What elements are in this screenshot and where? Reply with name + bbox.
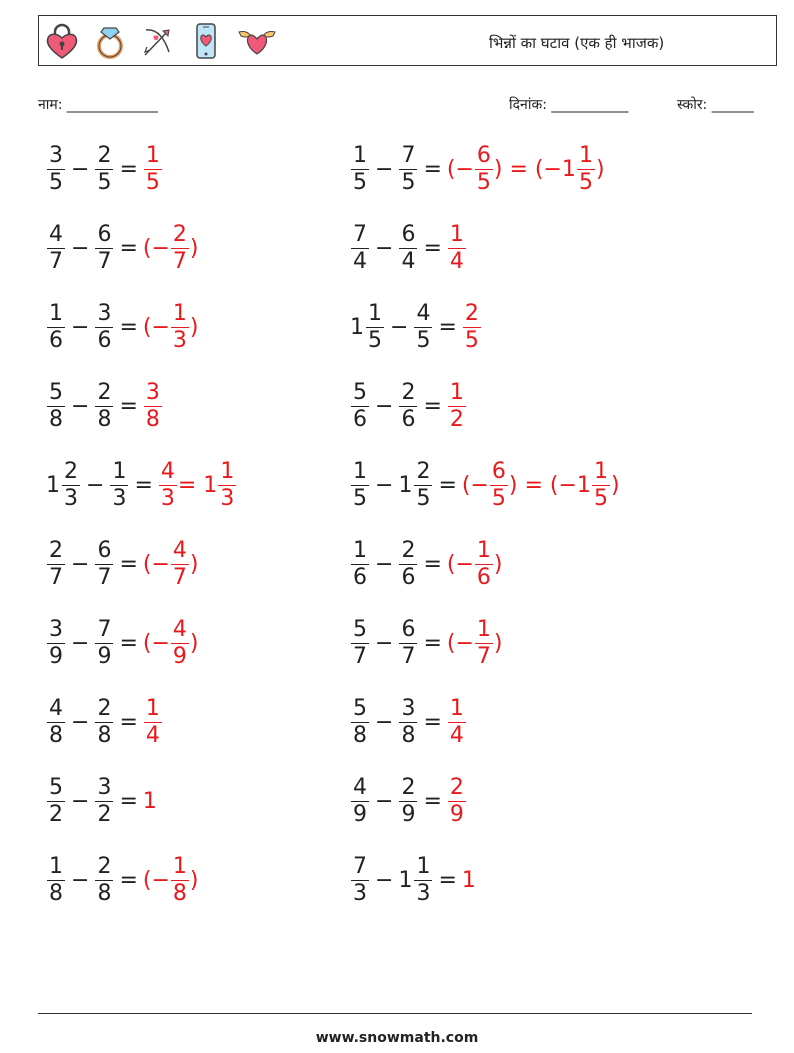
denominator: 6 [401,407,416,432]
fraction [475,145,493,194]
denominator: 5 [578,170,593,195]
numerator: 1 [220,459,235,484]
fraction [399,540,417,589]
answer [447,382,467,431]
minus-sign: − [71,314,90,340]
equals-sign: = [119,788,138,814]
numerator: 1 [145,143,160,168]
numerator: 3 [145,380,160,405]
problem [350,777,467,826]
fraction [47,777,65,826]
fraction [366,303,384,352]
denominator: 6 [353,565,367,590]
fraction [218,461,236,510]
numerator: 3 [97,775,112,800]
numerator: 3 [97,301,112,326]
answer-text: ) [493,551,503,577]
answer [447,224,467,273]
numerator: 6 [97,538,112,563]
fraction [463,303,481,352]
equals-sign: = [423,393,442,419]
fraction [351,461,369,510]
numerator: 7 [353,854,367,879]
denominator: 5 [145,170,160,195]
answer [461,867,476,893]
answer-text: ) [189,235,199,261]
fraction [95,303,113,352]
fraction [47,619,65,668]
answer [447,619,503,668]
minus-sign: − [375,788,394,814]
fraction [351,698,369,747]
numerator: 2 [401,538,416,563]
whole-number: 1 [350,314,364,340]
fraction [95,777,113,826]
fraction [95,619,113,668]
denominator: 4 [353,249,367,274]
numerator: 2 [401,775,416,800]
numerator: 6 [401,617,416,642]
fraction [399,777,417,826]
denominator: 7 [401,644,416,669]
fraction [448,777,466,826]
numerator: 4 [49,222,63,247]
equals-sign: = [119,709,138,735]
numerator: 5 [353,617,367,642]
problem [350,856,476,905]
numerator: 2 [49,538,63,563]
denominator: 3 [112,486,127,511]
fraction [399,698,417,747]
fraction [95,382,113,431]
equals-sign: = [134,472,153,498]
equals-sign: = [119,314,138,340]
answer [143,145,163,194]
denominator: 2 [97,802,112,827]
fraction [47,856,65,905]
problem [350,461,620,510]
fraction [414,856,432,905]
equals-sign: = [423,630,442,656]
denominator: 6 [97,328,112,353]
whole-number: 1 [398,472,413,498]
fraction [448,698,466,747]
denominator: 6 [353,407,367,432]
numerator: 6 [476,143,491,168]
fraction [351,224,369,273]
problem [350,303,482,352]
fraction [95,224,113,273]
denominator: 3 [172,328,187,353]
answer [462,303,482,352]
denominator: 5 [353,170,367,195]
denominator: 5 [476,170,491,195]
denominator: 2 [49,802,63,827]
answer-text: 1 [142,788,157,814]
fraction [95,540,113,589]
answer [462,461,620,510]
numerator: 6 [491,459,506,484]
minus-sign: − [375,630,394,656]
equals-sign: = [423,709,442,735]
fraction [490,461,508,510]
equals-sign: = [438,472,457,498]
equals-sign: = [438,314,457,340]
numerator: 1 [353,143,367,168]
equals-sign: = [119,235,138,261]
numerator: 1 [172,301,187,326]
denominator: 5 [593,486,608,511]
fraction [475,619,493,668]
equals-sign: = [119,630,138,656]
numerator: 1 [353,459,367,484]
whole-number: 1 [46,472,60,498]
answer [143,619,199,668]
fraction [351,619,369,668]
denominator: 9 [49,644,63,669]
answer-text: = 1 [177,472,218,498]
numerator: 1 [112,459,127,484]
numerator: 3 [401,696,416,721]
denominator: 7 [353,644,367,669]
numerator: 1 [145,696,160,721]
answer-text: (− [142,551,170,577]
denominator: 5 [491,486,506,511]
minus-sign: − [71,709,90,735]
denominator: 5 [97,170,112,195]
problem [46,461,237,510]
fraction [351,145,369,194]
answer [143,540,199,589]
denominator: 8 [145,407,160,432]
answer-text: 1 [461,867,476,893]
numerator: 1 [449,380,464,405]
fraction [144,145,162,194]
numerator: 5 [353,696,367,721]
fraction [95,856,113,905]
problem [350,145,605,194]
minus-sign: − [375,867,394,893]
problem [350,619,503,668]
minus-sign: − [375,551,394,577]
numerator: 2 [64,459,78,484]
answer [447,777,467,826]
denominator: 3 [64,486,78,511]
answer-text: ) = (−1 [508,472,591,498]
answer [143,698,163,747]
numerator: 2 [97,143,112,168]
answer-text: (− [142,235,170,261]
numerator: 2 [172,222,187,247]
fraction [351,856,369,905]
denominator: 8 [49,723,63,748]
denominator: 5 [49,170,63,195]
denominator: 7 [97,565,112,590]
numerator: 5 [49,775,63,800]
denominator: 9 [172,644,187,669]
answer-text: ) [610,472,620,498]
fraction [159,461,177,510]
answer [142,788,157,814]
answer-text: ) = (−1 [493,156,576,182]
problem [46,698,163,747]
fraction [47,303,65,352]
denominator: 8 [97,881,112,906]
fraction [171,303,189,352]
problem [350,224,467,273]
numerator: 7 [97,617,112,642]
denominator: 8 [97,407,112,432]
denominator: 5 [401,170,416,195]
numerator: 2 [464,301,479,326]
whole-number: 1 [398,867,413,893]
fraction [110,461,128,510]
answer [143,224,199,273]
problem [350,540,503,589]
minus-sign: − [375,235,394,261]
denominator: 7 [172,565,187,590]
problem [46,856,199,905]
fraction [448,224,466,273]
fraction [414,461,432,510]
numerator: 3 [49,143,63,168]
equals-sign: = [423,156,442,182]
minus-sign: − [71,235,90,261]
problem [46,224,199,273]
denominator: 8 [172,881,187,906]
denominator: 4 [449,723,464,748]
numerator: 4 [160,459,175,484]
numerator: 4 [353,775,367,800]
answer [143,382,163,431]
problem [46,619,199,668]
answer-text: ) [595,156,605,182]
fraction [95,145,113,194]
problem [350,698,467,747]
answer [158,461,237,510]
numerator: 2 [97,380,112,405]
numerator: 1 [578,143,593,168]
problem [46,777,157,826]
equals-sign: = [423,235,442,261]
numerator: 2 [97,854,112,879]
fraction [399,619,417,668]
fraction [399,145,417,194]
answer [143,856,199,905]
worksheet-title: भिन्नों का घटाव (एक ही भाजक) [489,34,665,52]
answer-text: ) [189,314,199,340]
minus-sign: − [71,156,90,182]
fraction [171,856,189,905]
numerator: 4 [416,301,431,326]
minus-sign: − [375,156,394,182]
fraction [351,540,369,589]
answer-text: (− [446,630,474,656]
answer-text: ) [189,867,199,893]
numerator: 4 [172,617,187,642]
denominator: 6 [401,565,416,590]
numerator: 1 [368,301,382,326]
numerator: 1 [449,222,464,247]
fraction [47,698,65,747]
denominator: 9 [449,802,464,827]
minus-sign: − [86,472,105,498]
answer-text: ) [189,630,199,656]
minus-sign: − [375,709,394,735]
numerator: 2 [97,696,112,721]
numerator: 3 [49,617,63,642]
equals-sign: = [119,867,138,893]
name-field-label: नाम: _____________ [38,97,158,113]
fraction [47,145,65,194]
denominator: 8 [97,723,112,748]
minus-sign: − [71,630,90,656]
equals-sign: = [119,156,138,182]
fraction [351,777,369,826]
denominator: 3 [353,881,367,906]
fraction [414,303,432,352]
equals-sign: = [119,551,138,577]
numerator: 1 [449,696,464,721]
numerator: 1 [172,854,187,879]
fraction [592,461,610,510]
minus-sign: − [71,551,90,577]
denominator: 2 [449,407,464,432]
fraction [62,461,80,510]
fraction [95,698,113,747]
fraction [448,382,466,431]
denominator: 5 [464,328,479,353]
numerator: 1 [476,617,491,642]
minus-sign: − [390,314,409,340]
problem [46,303,199,352]
denominator: 7 [476,644,491,669]
answer-text: ) [189,551,199,577]
numerator: 4 [49,696,63,721]
numerator: 5 [49,380,63,405]
denominator: 8 [401,723,416,748]
fraction [577,145,595,194]
denominator: 7 [49,565,63,590]
fraction [475,540,493,589]
denominator: 5 [353,486,367,511]
equals-sign: = [438,867,457,893]
problem [46,382,163,431]
numerator: 1 [49,854,63,879]
fraction [399,224,417,273]
answer-text: (− [142,867,170,893]
denominator: 8 [49,407,63,432]
denominator: 8 [353,723,367,748]
fraction [171,619,189,668]
denominator: 4 [145,723,160,748]
numerator: 6 [401,222,416,247]
denominator: 5 [416,486,431,511]
numerator: 2 [401,380,416,405]
fraction [47,382,65,431]
denominator: 5 [368,328,382,353]
score-field-label: स्कोर: ______ [677,97,754,113]
denominator: 7 [172,249,187,274]
answer-text: (− [446,156,474,182]
fraction [399,382,417,431]
minus-sign: − [71,788,90,814]
denominator: 9 [353,802,367,827]
footer-divider [38,1013,752,1014]
footer-url: www.snowmath.com [315,1030,479,1046]
denominator: 7 [49,249,63,274]
numerator: 2 [449,775,464,800]
numerator: 1 [593,459,608,484]
denominator: 9 [401,802,416,827]
denominator: 4 [401,249,416,274]
numerator: 1 [476,538,491,563]
fraction [144,382,162,431]
denominator: 9 [97,644,112,669]
answer [447,540,503,589]
minus-sign: − [71,393,90,419]
numerator: 6 [97,222,112,247]
fraction [171,540,189,589]
denominator: 4 [449,249,464,274]
minus-sign: − [375,393,394,419]
answer [447,145,605,194]
numerator: 1 [353,538,367,563]
denominator: 8 [49,881,63,906]
fraction [47,224,65,273]
answer-text: ) [493,630,503,656]
denominator: 5 [416,328,431,353]
equals-sign: = [423,551,442,577]
denominator: 6 [476,565,491,590]
problem [350,382,467,431]
answer-text: (− [446,551,474,577]
fraction [171,224,189,273]
minus-sign: − [71,867,90,893]
numerator: 1 [416,854,431,879]
fraction [144,698,162,747]
answer-text: (− [142,630,170,656]
date-field-label: दिनांक: ___________ [509,97,629,113]
answer [447,698,467,747]
denominator: 7 [97,249,112,274]
problem [46,540,199,589]
answer-text: (− [142,314,170,340]
denominator: 3 [416,881,431,906]
answer [143,303,199,352]
numerator: 2 [416,459,431,484]
minus-sign: − [375,472,394,498]
numerator: 7 [353,222,367,247]
numerator: 4 [172,538,187,563]
equals-sign: = [119,393,138,419]
numerator: 7 [401,143,416,168]
problem [46,145,163,194]
denominator: 6 [49,328,63,353]
answer-text: (− [461,472,489,498]
equals-sign: = [423,788,442,814]
numerator: 5 [353,380,367,405]
fraction [351,382,369,431]
denominator: 3 [220,486,235,511]
numerator: 1 [49,301,63,326]
fraction [47,540,65,589]
denominator: 3 [160,486,175,511]
